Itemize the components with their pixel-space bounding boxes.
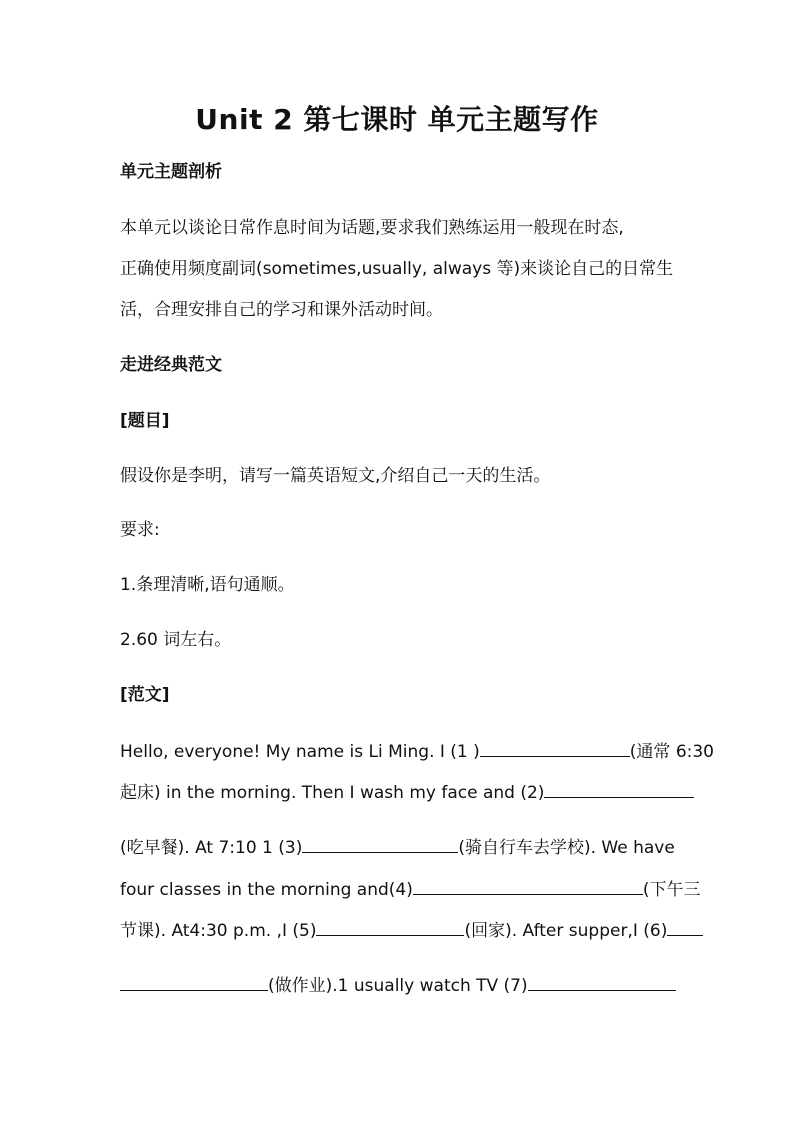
requirement-1: 1.条理清晰,语句通顺。 — [120, 575, 295, 595]
sample-text: (吃早餐). At 7:10 1 (3) — [120, 838, 303, 858]
sample-label: [范文] — [120, 685, 170, 705]
section-heading-analysis: 单元主题剖析 — [120, 162, 222, 182]
sample-line-1 — [120, 738, 714, 764]
sample-text: 起床) in the morning. Then I wash my face and (2) — [120, 783, 545, 803]
sample-line-2 — [120, 779, 680, 805]
requirement-2: 2.60 词左右。 — [120, 630, 232, 650]
blank-6-end — [120, 972, 268, 991]
sample-text: (做作业).1 usually watch TV (7) — [268, 976, 528, 996]
sample-text: Hello, everyone! My name is Li Ming. I (1 ) — [120, 742, 480, 762]
sample-text: (下午三 — [642, 880, 701, 900]
blank-3 — [302, 834, 458, 853]
sample-line-3 — [120, 834, 680, 860]
intro-line-2: 正确使用频度副词(sometimes,usually, always 等)来谈论自己的日常生 — [120, 259, 674, 279]
sample-text: (骑自行车去学校). We have — [458, 838, 675, 858]
intro-line-3: 活，合理安排自己的学习和课外活动时间。 — [120, 300, 443, 320]
blank-7 — [528, 972, 676, 991]
blank-2 — [544, 779, 694, 798]
page-title: Unit 2 第七课时 单元主题写作 — [195, 103, 599, 136]
task-label: [题目] — [120, 411, 170, 431]
sample-text: (通常 6:30 — [629, 742, 714, 762]
blank-4 — [413, 876, 643, 895]
sample-text: 节课). At4:30 p.m. ,I (5) — [120, 921, 317, 941]
sample-line-6 — [120, 972, 680, 998]
blank-5 — [316, 917, 464, 936]
sample-line-4 — [120, 876, 701, 902]
requirements-label: 要求: — [120, 520, 160, 540]
blank-1 — [480, 738, 630, 757]
sample-text: four classes in the morning and(4) — [120, 880, 413, 900]
sample-line-5 — [120, 917, 680, 943]
sample-text: (回家). After supper,I (6) — [464, 921, 668, 941]
section-heading-sample: 走进经典范文 — [120, 355, 222, 375]
blank-6-start — [667, 917, 703, 936]
intro-line-1: 本单元以谈论日常作息时间为话题,要求我们熟练运用一般现在时态, — [120, 218, 624, 238]
task-text: 假设你是李明，请写一篇英语短文,介绍自己一天的生活。 — [120, 466, 551, 486]
